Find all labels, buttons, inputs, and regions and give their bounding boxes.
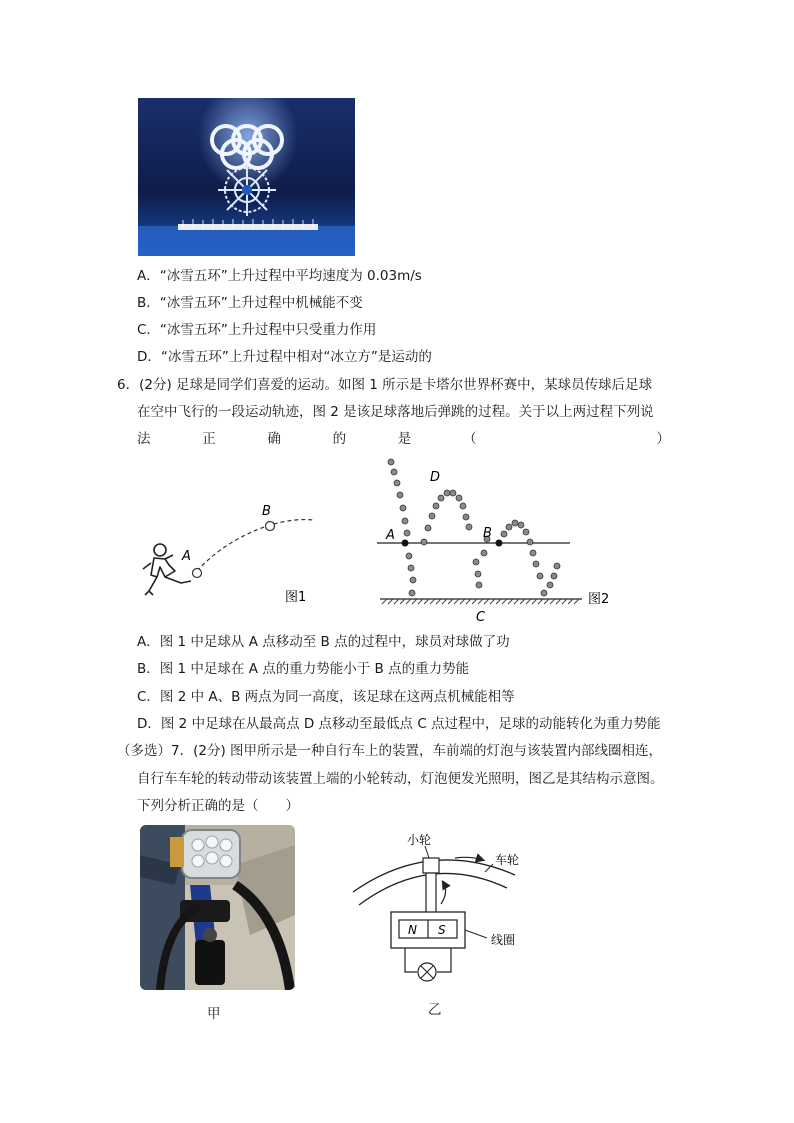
- ball-a: [193, 569, 202, 578]
- q5-option-c: C．“冰雪五环”上升过程中只受重力作用: [137, 322, 377, 338]
- q6-stem-word: （: [462, 431, 477, 447]
- q7-stem-line2: 自行车车轮的转动带动该装置上端的小轮转动，灯泡便发光照明，图乙是其结构示意图。: [137, 771, 664, 787]
- q6-option-c: C．图 2 中 A、B 两点为同一高度，该足球在这两点机械能相等: [137, 689, 515, 705]
- q6-figure-1: [135, 495, 325, 610]
- fig2-caption: 图2: [588, 592, 610, 607]
- fig2-label-a: A: [386, 528, 395, 543]
- coil-label: 线圈: [491, 933, 516, 947]
- q5-option-a: A．“冰雪五环”上升过程中平均速度为 0.03m/s: [137, 268, 422, 284]
- q6-stem-word: 正: [202, 431, 216, 447]
- small-wheel-label: 小轮: [407, 833, 432, 847]
- photo-caption-jia: 甲: [207, 1006, 221, 1022]
- q6-stem-word: 确: [267, 431, 281, 447]
- q6-option-d: D．图 2 中足球在从最高点 D 点移动至最低点 C 点过程中，足球的动能转化为重力势能: [137, 716, 661, 732]
- q6-stem-word: 是: [397, 431, 412, 447]
- fig2-label-b: B: [483, 526, 492, 541]
- q6-stem-word: 法: [137, 431, 151, 447]
- q6-stem-word: 的: [332, 431, 347, 447]
- fig1-caption: 图1: [285, 590, 307, 605]
- q6-stem-word: ）: [656, 431, 670, 447]
- q5-option-b: B．“冰雪五环”上升过程中机械能不变: [137, 295, 363, 311]
- q5-option-d: D．“冰雪五环”上升过程中相对“冰立方”是运动的: [137, 349, 432, 365]
- fig1-label-b: B: [262, 504, 271, 519]
- bicycle-dynamo-photo: [140, 825, 295, 990]
- q6-stem-line3: [137, 430, 670, 448]
- point-b: [496, 540, 503, 547]
- q7-stem-line3: 下列分析正确的是（ ）: [137, 798, 299, 814]
- fig2-label-d: D: [430, 470, 441, 485]
- q6-option-a: A．图 1 中足球从 A 点移动至 B 点的过程中，球员对球做了功: [137, 634, 510, 650]
- wheel-label: 车轮: [495, 853, 520, 867]
- dynamo-structure-diagram: [345, 830, 545, 1020]
- olympic-rings-photo: [138, 98, 355, 256]
- q6-option-b: B．图 1 中足球在 A 点的重力势能小于 B 点的重力势能: [137, 661, 470, 677]
- ball-b: [266, 522, 275, 531]
- fig1-label-a: A: [182, 549, 191, 564]
- q6-figure-2: [372, 455, 622, 627]
- bounce-dots: [388, 459, 560, 596]
- fig2-label-c: C: [476, 610, 486, 625]
- point-a: [402, 540, 409, 547]
- magnet-s-label: S: [438, 923, 446, 937]
- q7-stem-line1: （多选）7．(2分) 图甲所示是一种自行车上的装置，车前端的灯泡与该装置内部线圈相连，: [117, 743, 663, 759]
- magnet-n-label: N: [408, 923, 417, 937]
- q6-stem-line1: 6．(2分) 足球是同学们喜爱的运动。如图 1 所示是卡塔尔世界杯赛中，某球员传球后足球: [117, 377, 653, 393]
- q6-stem-line2: 在空中飞行的一段运动轨迹，图 2 是该足球落地后弹跳的过程。关于以上两过程下列说: [137, 404, 654, 420]
- diagram-caption-yi: 乙: [428, 1002, 442, 1018]
